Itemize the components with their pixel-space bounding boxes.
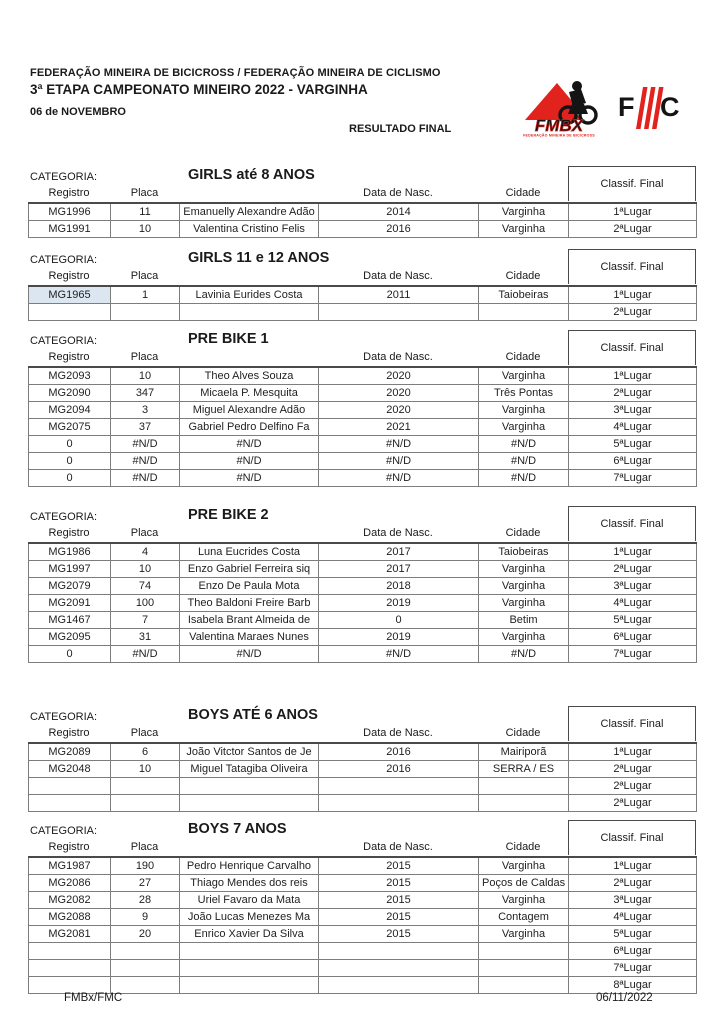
cell-placa[interactable]: 37 [111,419,180,436]
cell-nome[interactable]: Theo Baldoni Freire Barb [180,595,319,612]
column-headers [28,186,568,201]
result-row [29,543,697,561]
cell-classif[interactable]: 1ªLugar [569,857,697,875]
cell-cidade[interactable]: Varginha [479,595,569,612]
result-row [29,612,697,629]
cell-classif[interactable]: 5ªLugar [569,436,697,453]
col-header-data-nasc: Data de Nasc. [363,270,433,282]
col-header-registro: Registro [48,187,90,199]
cell-nome[interactable]: Luna Eucrides Costa [180,543,319,561]
categoria-label: CATEGORIA: [30,825,98,837]
cell-cidade[interactable]: Varginha [479,561,569,578]
result-row [29,857,697,875]
cell-nasc[interactable] [319,304,479,321]
cell-registro[interactable]: MG2081 [29,926,111,943]
cell-placa[interactable]: 100 [111,595,180,612]
results-table [28,285,697,321]
cell-nome[interactable]: João Vitctor Santos de Je [180,743,319,761]
cell-nome[interactable] [180,795,319,812]
cell-placa[interactable]: 190 [111,857,180,875]
cell-classif[interactable]: 2ªLugar [569,221,697,238]
cell-registro[interactable]: MG1467 [29,612,111,629]
cell-nome[interactable]: #N/D [180,470,319,487]
cell-nasc[interactable]: 2019 [319,629,479,646]
cell-nasc[interactable]: 2021 [319,419,479,436]
cell-registro[interactable]: MG1986 [29,543,111,561]
result-row [29,578,697,595]
categoria-label: CATEGORIA: [30,171,98,183]
cell-registro[interactable]: MG2091 [29,595,111,612]
cell-nasc[interactable] [319,977,479,994]
cell-nome[interactable]: Emanuelly Alexandre Adão [180,203,319,221]
cell-nasc[interactable]: 2015 [319,892,479,909]
cell-cidade[interactable]: Varginha [479,221,569,238]
col-header-placa: Placa [130,727,159,739]
cell-cidade[interactable]: Varginha [479,892,569,909]
column-headers [28,840,568,855]
result-row [29,977,697,994]
cell-cidade[interactable]: Betim [479,612,569,629]
fmc-letter-c: C [660,92,680,122]
cell-nome[interactable]: João Lucas Menezes Ma [180,909,319,926]
cell-nasc[interactable] [319,795,479,812]
result-row [29,761,697,778]
cell-placa[interactable]: 10 [111,221,180,238]
cell-cidade[interactable]: Mairiporã [479,743,569,761]
cell-placa[interactable]: 74 [111,578,180,595]
cell-placa[interactable]: 28 [111,892,180,909]
category-title: GIRLS 11 e 12 ANOS [188,250,330,266]
cell-nome[interactable]: Enrico Xavier Da Silva [180,926,319,943]
cell-nasc[interactable] [319,943,479,960]
cell-registro[interactable]: MG1965 [29,286,111,304]
cell-placa[interactable]: 11 [111,203,180,221]
cell-nome[interactable]: Valentina Cristino Felis [180,221,319,238]
col-header-registro: Registro [48,527,90,539]
fmc-logo [610,84,682,132]
cell-cidade[interactable]: Poços de Caldas [479,875,569,892]
cell-classif[interactable]: 1ªLugar [569,203,697,221]
cell-registro[interactable]: MG2088 [29,909,111,926]
classif-final-header: Classif. Final [568,506,696,541]
cell-cidade[interactable]: Taiobeiras [479,286,569,304]
classif-final-header: Classif. Final [568,166,696,201]
category-title: BOYS ATÉ 6 ANOS [188,707,318,723]
cell-nome[interactable]: Enzo De Paula Mota [180,578,319,595]
fmc-letter-f: F [618,92,635,122]
col-header-nome [179,269,318,284]
col-header-nome [179,840,318,855]
cell-nasc[interactable]: 2020 [319,367,479,385]
cell-registro[interactable]: MG2093 [29,367,111,385]
cell-cidade[interactable]: #N/D [479,436,569,453]
result-row [29,304,697,321]
col-header-placa: Placa [130,527,159,539]
cell-nome[interactable]: Isabela Brant Almeida de [180,612,319,629]
cell-placa[interactable]: 347 [111,385,180,402]
cell-classif[interactable]: 3ªLugar [569,402,697,419]
cell-classif[interactable]: 6ªLugar [569,943,697,960]
categoria-label: CATEGORIA: [30,511,98,523]
col-header-cidade: Cidade [505,527,541,539]
cell-registro[interactable]: 0 [29,436,111,453]
cell-classif[interactable]: 4ªLugar [569,419,697,436]
result-row [29,286,697,304]
cell-classif[interactable]: 5ªLugar [569,612,697,629]
results-table [28,202,697,238]
cell-registro[interactable]: MG2086 [29,875,111,892]
cell-nome[interactable] [180,960,319,977]
cell-placa[interactable] [111,778,180,795]
cell-classif[interactable]: 6ªLugar [569,453,697,470]
result-row [29,595,697,612]
cell-cidade[interactable]: Varginha [479,367,569,385]
cell-nome[interactable]: Theo Alves Souza [180,367,319,385]
cell-registro[interactable] [29,304,111,321]
col-header-cidade: Cidade [505,187,541,199]
cell-registro[interactable] [29,960,111,977]
cell-nasc[interactable]: 2015 [319,909,479,926]
cell-placa[interactable]: 27 [111,875,180,892]
cell-classif[interactable]: 7ªLugar [569,960,697,977]
category-title: PRE BIKE 2 [188,507,269,523]
cell-nome[interactable]: #N/D [180,453,319,470]
col-header-nome [179,186,318,201]
col-header-placa: Placa [130,841,159,853]
classif-final-header: Classif. Final [568,249,696,284]
cell-cidade[interactable]: Varginha [479,578,569,595]
result-final-title: RESULTADO FINAL [349,123,452,135]
categoria-label: CATEGORIA: [30,335,98,347]
cell-registro[interactable]: MG2089 [29,743,111,761]
cell-classif[interactable]: 1ªLugar [569,543,697,561]
cell-nasc[interactable]: #N/D [319,436,479,453]
cell-registro[interactable]: MG2095 [29,629,111,646]
cell-nome[interactable]: Miguel Tatagiba Oliveira [180,761,319,778]
cell-nome[interactable]: #N/D [180,646,319,663]
result-row [29,419,697,436]
col-header-cidade: Cidade [505,270,541,282]
cell-cidade[interactable]: Varginha [479,402,569,419]
classif-final-header: Classif. Final [568,820,696,855]
result-row [29,436,697,453]
cell-classif[interactable]: 1ªLugar [569,743,697,761]
cell-registro[interactable]: MG2048 [29,761,111,778]
col-header-nome [179,726,318,741]
cell-placa[interactable]: #N/D [111,436,180,453]
cell-registro[interactable]: MG2075 [29,419,111,436]
results-table [28,742,697,812]
cell-registro[interactable]: MG2082 [29,892,111,909]
cell-classif[interactable]: 1ªLugar [569,367,697,385]
cell-placa[interactable]: 10 [111,561,180,578]
result-row [29,629,697,646]
col-header-data-nasc: Data de Nasc. [363,841,433,853]
result-row [29,795,697,812]
cell-cidade[interactable] [479,943,569,960]
cell-cidade[interactable]: Varginha [479,419,569,436]
event-date: 06 de NOVEMBRO [30,106,126,118]
cell-classif[interactable]: 2ªLugar [569,761,697,778]
categoria-label: CATEGORIA: [30,254,98,266]
cell-placa[interactable]: #N/D [111,470,180,487]
cell-nasc[interactable]: 2014 [319,203,479,221]
cell-registro[interactable]: 0 [29,646,111,663]
cell-classif[interactable]: 4ªLugar [569,595,697,612]
cell-classif[interactable]: 2ªLugar [569,778,697,795]
cell-classif[interactable]: 2ªLugar [569,561,697,578]
cell-cidade[interactable]: Varginha [479,203,569,221]
cell-nasc[interactable] [319,960,479,977]
cell-nome[interactable]: Micaela P. Mesquita [180,385,319,402]
cell-classif[interactable]: 8ªLugar [569,977,697,994]
cell-cidade[interactable] [479,960,569,977]
cell-placa[interactable] [111,304,180,321]
cell-nome[interactable] [180,977,319,994]
cell-cidade[interactable]: SERRA / ES [479,761,569,778]
cell-cidade[interactable] [479,977,569,994]
cell-classif[interactable]: 1ªLugar [569,286,697,304]
cell-nasc[interactable]: 2020 [319,385,479,402]
cell-registro[interactable] [29,977,111,994]
classif-final-header: Classif. Final [568,330,696,365]
result-row [29,470,697,487]
result-row [29,385,697,402]
result-row [29,221,697,238]
col-header-registro: Registro [48,841,90,853]
col-header-cidade: Cidade [505,727,541,739]
cell-classif[interactable]: 3ªLugar [569,578,697,595]
cell-registro[interactable]: MG2094 [29,402,111,419]
result-row [29,453,697,470]
cell-nome[interactable]: Thiago Mendes dos reis [180,875,319,892]
cell-registro[interactable]: 0 [29,470,111,487]
classif-final-header: Classif. Final [568,706,696,741]
result-row [29,892,697,909]
cell-placa[interactable] [111,960,180,977]
cell-nasc[interactable]: 0 [319,612,479,629]
cell-placa[interactable]: 4 [111,543,180,561]
cell-placa[interactable]: 31 [111,629,180,646]
col-header-registro: Registro [48,351,90,363]
cell-placa[interactable]: 1 [111,286,180,304]
results-table [28,366,697,487]
cell-nasc[interactable]: 2020 [319,402,479,419]
cell-nasc[interactable] [319,778,479,795]
cell-cidade[interactable]: Varginha [479,926,569,943]
fmbx-logo [522,74,602,138]
cell-registro[interactable] [29,795,111,812]
col-header-cidade: Cidade [505,351,541,363]
cell-nasc[interactable]: 2016 [319,761,479,778]
result-row [29,402,697,419]
column-headers [28,350,568,365]
result-row [29,743,697,761]
cell-classif[interactable]: 3ªLugar [569,892,697,909]
result-row [29,778,697,795]
col-header-placa: Placa [130,351,159,363]
cell-cidade[interactable] [479,304,569,321]
result-row [29,909,697,926]
result-row [29,943,697,960]
cell-nome[interactable]: Gabriel Pedro Delfino Fa [180,419,319,436]
col-header-registro: Registro [48,270,90,282]
cell-nome[interactable]: Valentina Maraes Nunes [180,629,319,646]
cell-classif[interactable]: 7ªLugar [569,470,697,487]
cell-registro[interactable]: 0 [29,453,111,470]
cell-registro[interactable]: MG1991 [29,221,111,238]
cell-classif[interactable]: 7ªLugar [569,646,697,663]
cell-registro[interactable]: MG1996 [29,203,111,221]
column-headers [28,269,568,284]
cell-nome[interactable]: Pedro Henrique Carvalho [180,857,319,875]
cell-nasc[interactable]: 2019 [319,595,479,612]
categoria-label: CATEGORIA: [30,711,98,723]
fmbx-logo-text: FMBX [534,116,584,135]
category-title: GIRLS até 8 ANOS [188,167,315,183]
cell-cidade[interactable]: Varginha [479,857,569,875]
cell-placa[interactable] [111,795,180,812]
cell-registro[interactable] [29,943,111,960]
cell-placa[interactable]: 9 [111,909,180,926]
cell-nome[interactable]: Miguel Alexandre Adão [180,402,319,419]
col-header-data-nasc: Data de Nasc. [363,527,433,539]
cell-nome[interactable] [180,778,319,795]
cell-placa[interactable]: 10 [111,367,180,385]
cell-classif[interactable]: 4ªLugar [569,909,697,926]
cell-classif[interactable]: 2ªLugar [569,385,697,402]
column-headers [28,726,568,741]
cell-nasc[interactable]: 2015 [319,875,479,892]
cell-nasc[interactable]: 2016 [319,221,479,238]
col-header-registro: Registro [48,727,90,739]
cell-placa[interactable]: 10 [111,761,180,778]
cell-classif[interactable]: 2ªLugar [569,875,697,892]
cell-nome[interactable] [180,304,319,321]
result-row [29,203,697,221]
federation-title: FEDERAÇÃO MINEIRA DE BICICROSS / FEDERAÇÃO MINEIRA DE CICLISMO [30,67,441,79]
cell-nasc[interactable]: #N/D [319,453,479,470]
cell-nasc[interactable]: 2018 [319,578,479,595]
cell-registro[interactable]: MG2079 [29,578,111,595]
cell-classif[interactable]: 2ªLugar [569,304,697,321]
column-headers [28,526,568,541]
cell-registro[interactable]: MG1987 [29,857,111,875]
cell-placa[interactable]: 3 [111,402,180,419]
cell-nasc[interactable]: 2015 [319,926,479,943]
cell-nasc[interactable]: 2017 [319,543,479,561]
cell-nasc[interactable]: #N/D [319,470,479,487]
col-header-nome [179,350,318,365]
event-title: 3ª ETAPA CAMPEONATO MINEIRO 2022 - VARGINHA [30,82,368,97]
cell-placa[interactable]: 6 [111,743,180,761]
col-header-cidade: Cidade [505,841,541,853]
cell-nome[interactable]: Lavinia Eurides Costa [180,286,319,304]
cell-cidade[interactable]: Varginha [479,629,569,646]
cell-cidade[interactable]: Contagem [479,909,569,926]
cell-cidade[interactable]: Taiobeiras [479,543,569,561]
cell-placa[interactable]: #N/D [111,646,180,663]
cell-classif[interactable]: 5ªLugar [569,926,697,943]
category-title: PRE BIKE 1 [188,331,269,347]
col-header-placa: Placa [130,187,159,199]
cell-cidade[interactable]: #N/D [479,453,569,470]
col-header-nome [179,526,318,541]
cell-registro[interactable]: MG1997 [29,561,111,578]
cell-nasc[interactable]: #N/D [319,646,479,663]
cell-classif[interactable]: 6ªLugar [569,629,697,646]
cell-registro[interactable]: MG2090 [29,385,111,402]
result-row [29,875,697,892]
cell-nome[interactable] [180,943,319,960]
result-row [29,561,697,578]
results-table [28,856,697,994]
cell-placa[interactable] [111,943,180,960]
cell-nome[interactable]: Uriel Favaro da Mata [180,892,319,909]
cell-classif[interactable]: 2ªLugar [569,795,697,812]
cell-placa[interactable]: 7 [111,612,180,629]
results-table [28,542,697,663]
result-row [29,367,697,385]
cell-cidade[interactable]: #N/D [479,470,569,487]
cell-registro[interactable] [29,778,111,795]
cell-nasc[interactable]: 2011 [319,286,479,304]
cell-nasc[interactable]: 2017 [319,561,479,578]
col-header-placa: Placa [130,270,159,282]
col-header-data-nasc: Data de Nasc. [363,727,433,739]
fmbx-logo-caption: FEDERAÇÃO MINEIRA DE BICICROSS [523,133,595,138]
footer-date: 06/11/2022 [596,992,653,1004]
cell-nome[interactable]: #N/D [180,436,319,453]
cell-nasc[interactable]: 2015 [319,857,479,875]
col-header-data-nasc: Data de Nasc. [363,187,433,199]
footer-org: FMBx/FMC [64,992,123,1004]
result-row [29,926,697,943]
cell-cidade[interactable]: Três Pontas [479,385,569,402]
cell-cidade[interactable] [479,795,569,812]
cell-nasc[interactable]: 2016 [319,743,479,761]
cell-nome[interactable]: Enzo Gabriel Ferreira siq [180,561,319,578]
result-row [29,960,697,977]
result-row [29,646,697,663]
category-title: BOYS 7 ANOS [188,821,287,837]
cell-placa[interactable]: 20 [111,926,180,943]
cell-placa[interactable]: #N/D [111,453,180,470]
cell-placa[interactable] [111,977,180,994]
cell-cidade[interactable] [479,778,569,795]
cell-cidade[interactable]: #N/D [479,646,569,663]
col-header-data-nasc: Data de Nasc. [363,351,433,363]
